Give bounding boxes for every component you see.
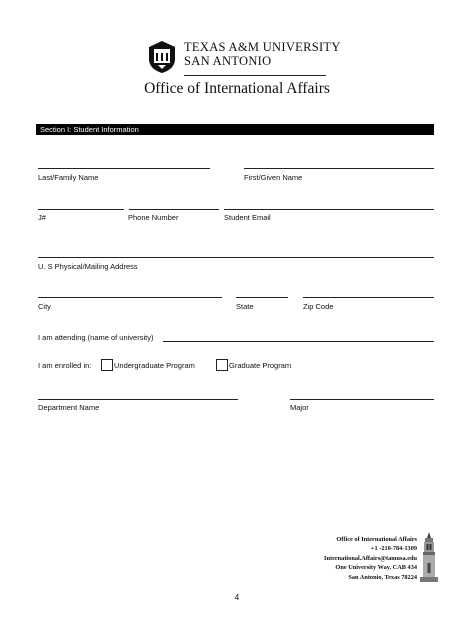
footer-address2: San Antonio, Texas 78224 bbox=[348, 573, 417, 581]
footer-office: Office of International Affairs bbox=[336, 536, 417, 543]
attending-label: I am attending (name of university) bbox=[38, 333, 154, 342]
department-label: Department Name bbox=[38, 403, 100, 412]
footer-phone: +1 -210-784-1309 bbox=[370, 545, 417, 553]
address-field[interactable] bbox=[38, 257, 434, 258]
undergraduate-label: Undergraduate Program bbox=[114, 361, 195, 370]
zip-label: Zip Code bbox=[303, 302, 334, 311]
section-header-bar bbox=[36, 124, 434, 135]
footer-contact-block bbox=[324, 535, 417, 582]
first-name-field[interactable] bbox=[244, 168, 434, 169]
page-number: 4 bbox=[234, 593, 240, 602]
email-field[interactable] bbox=[224, 209, 434, 210]
university-name-line2: SAN ANTONIO bbox=[184, 54, 272, 68]
enrolled-label: I am enrolled in: bbox=[38, 361, 92, 370]
address-label: U. S Physical/Mailing Address bbox=[38, 262, 138, 271]
j-number-field[interactable] bbox=[38, 209, 124, 210]
footer-address1: One University Way, CAB 434 bbox=[335, 564, 417, 572]
city-label: City bbox=[38, 302, 51, 311]
last-name-label: Last/Family Name bbox=[38, 173, 99, 182]
undergraduate-checkbox[interactable] bbox=[101, 359, 113, 371]
header-rule bbox=[184, 75, 326, 76]
graduate-label: Graduate Program bbox=[229, 361, 292, 370]
major-label: Major bbox=[290, 403, 309, 412]
graduate-checkbox[interactable] bbox=[216, 359, 228, 371]
state-label: State bbox=[236, 302, 254, 311]
major-field[interactable] bbox=[290, 399, 434, 400]
department-field[interactable] bbox=[38, 399, 238, 400]
bell-tower-icon bbox=[419, 531, 439, 583]
state-field[interactable] bbox=[236, 297, 288, 298]
last-name-field[interactable] bbox=[38, 168, 210, 169]
email-label: Student Email bbox=[224, 213, 271, 222]
zip-field[interactable] bbox=[303, 297, 434, 298]
university-seal-logo bbox=[147, 40, 177, 74]
phone-label: Phone Number bbox=[128, 213, 179, 222]
office-title: Office of International Affairs bbox=[144, 80, 330, 97]
attending-field[interactable] bbox=[163, 341, 434, 342]
first-name-label: First/Given Name bbox=[244, 173, 303, 182]
j-number-label: J# bbox=[38, 213, 46, 222]
phone-field[interactable] bbox=[129, 209, 219, 210]
section-title: Section I: Student Information bbox=[40, 125, 139, 134]
footer-email: International.Affairs@tamusa.edu bbox=[324, 554, 417, 562]
university-name-line1: TEXAS A&M UNIVERSITY bbox=[184, 40, 341, 54]
city-field[interactable] bbox=[38, 297, 222, 298]
